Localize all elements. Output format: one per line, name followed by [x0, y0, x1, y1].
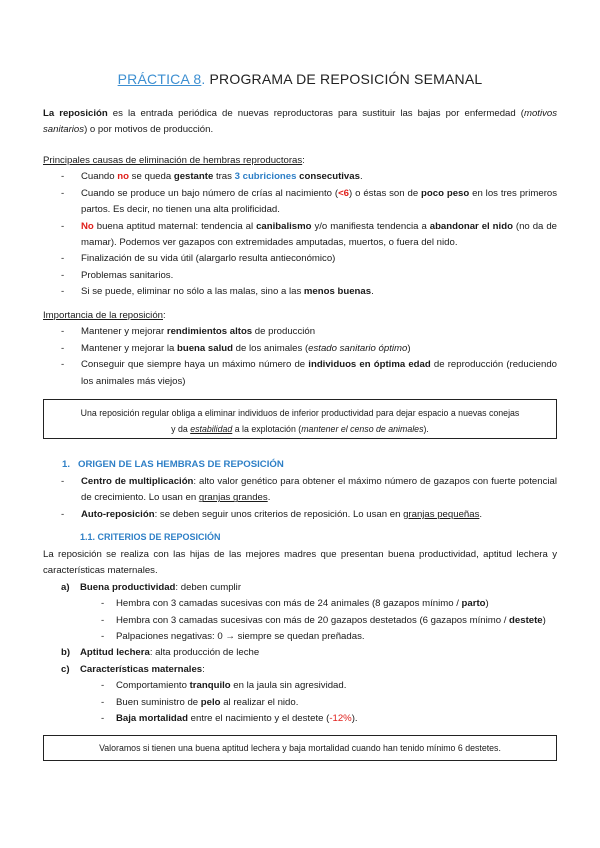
text: y da: [171, 424, 191, 434]
list-item: [43, 186, 557, 219]
italic-text: mantener el censo de animales: [301, 424, 424, 434]
list-item: [80, 678, 557, 694]
text: Mantener y mejorar: [81, 326, 167, 338]
text: Hembra con 3 camadas sucesivas con más de 20 gazapos destetados (6 gazapos mínimo /: [116, 614, 510, 626]
bold-text: Buena productividad: [80, 581, 176, 593]
list-item: [43, 357, 557, 390]
text: en los tres primeros partos. Es decir, no tienen una alta prolificidad.: [81, 187, 558, 216]
criteria-intro: La reposición se realiza con las hijas de las mejores madres que presentan buena productividad, aptitud lechera y características maternales.: [43, 549, 557, 577]
text: Cuando: [81, 171, 118, 183]
text: ).: [423, 424, 429, 434]
bold-text: pelo: [200, 696, 221, 708]
list-item: [43, 219, 557, 252]
italic-text: estado sanitario óptimo: [308, 342, 408, 354]
intro-text: es la entrada periódica de nuevas reproductoras para sustituir las bajas por enfermedad (: [107, 108, 524, 119]
intro-paragraph: [43, 106, 557, 139]
text: (no da de mamar). Podemos ver gazapos con extremidades amputadas, muertos, o fuera del nido.: [81, 220, 557, 249]
intro-term: La reposición: [43, 108, 108, 119]
bold-text: canibalismo: [256, 220, 312, 232]
list-item: [43, 341, 557, 357]
note-box-stability: [43, 399, 557, 439]
list-marker: c): [61, 663, 70, 675]
list-item: [43, 169, 557, 185]
practice-number: PRÁCTICA 8: [117, 71, 202, 87]
text: ).: [351, 713, 358, 725]
text: a la explotación (: [232, 424, 302, 434]
text: ): [485, 598, 489, 610]
bold-text: Baja mortalidad: [116, 713, 188, 725]
note-line: Valoramos si tienen una buena aptitud lechera y baja mortalidad cuando han tenido mínimo 6 destetes.: [99, 743, 501, 753]
list-item: [43, 268, 557, 284]
underlined-text: granjas pequeñas: [403, 508, 480, 520]
note-line: [50, 421, 550, 437]
blue-text: 3 cubriciones: [234, 171, 297, 183]
bold-text: Centro de multiplicación: [81, 476, 194, 487]
list-item: [43, 507, 557, 523]
text: .: [371, 286, 374, 298]
title-dot: .: [201, 71, 206, 87]
text: ): [542, 614, 546, 626]
criterion-b: [43, 645, 557, 661]
list-item: [43, 284, 557, 300]
bold-text: Auto-reposición: [81, 508, 155, 520]
section-number: 1.: [62, 459, 71, 470]
text: Finalización de su vida útil (alargarlo resulta antieconómico): [81, 253, 336, 265]
criterion-a: [43, 580, 557, 646]
text: : se deben seguir unos criterios de reposición. Lo usan en: [154, 508, 404, 520]
text: ) o éstas son de: [349, 187, 422, 199]
text: en la jaula sin agresividad.: [230, 680, 347, 692]
importance-heading-text: Importancia de la reposición: [43, 310, 163, 321]
red-text: <6: [338, 187, 350, 199]
italic-text: estabilidad: [190, 424, 233, 434]
text: tras: [213, 171, 235, 183]
causes-heading-text: Principales causas de eliminación de hembras reproductoras: [43, 155, 303, 166]
section-heading: [62, 459, 284, 470]
note-line: Una reposición regular obliga a eliminar individuos de inferior productividad para dejar espacio a nuevas conejas: [80, 408, 520, 418]
text: Si se puede, eliminar no sólo a las malas, sino a las: [81, 286, 304, 298]
text: : alto valor genético para obtener el máximo número de gazapos con fuerte potencial de crecimiento. Lo usan en: [81, 476, 557, 504]
list-item: [80, 695, 557, 711]
subsection-heading: 1.1. CRITERIOS DE REPOSICIÓN: [80, 532, 221, 542]
text: .: [479, 508, 483, 520]
text: Problemas sanitarios.: [81, 269, 174, 281]
list-item: [80, 596, 557, 612]
causes-heading: [43, 153, 557, 169]
causes-section: [43, 153, 557, 301]
text: Comportamiento: [116, 680, 190, 692]
list-item: [43, 324, 557, 340]
bold-text: consecutivas: [299, 171, 360, 183]
bold-text: Características maternales: [80, 663, 203, 675]
red-text: -12%: [329, 713, 352, 725]
text: buena aptitud maternal: tendencia al: [93, 220, 257, 232]
bold-text: rendimientos altos: [166, 326, 253, 338]
list-item: [80, 711, 557, 727]
origin-list: [43, 474, 557, 523]
text: Conseguir que siempre haya un máximo número de: [81, 359, 309, 371]
criteria-section: [43, 547, 557, 727]
text: .: [267, 492, 271, 504]
section-title: ORIGEN DE LAS HEMBRAS DE REPOSICIÓN: [78, 459, 284, 470]
text: de los animales (: [232, 342, 309, 354]
bold-text: abandonar el nido: [429, 220, 513, 232]
list-item: [43, 474, 557, 507]
text: Hembra con 3 camadas sucesivas con más de 24 animales (8 gazapos mínimo /: [116, 598, 462, 610]
list-item: [80, 613, 557, 629]
text: se queda: [129, 171, 174, 183]
importance-heading-colon: :: [163, 310, 166, 321]
text: : deben cumplir: [175, 581, 242, 593]
text: Palpaciones negativas: 0 → siempre se quedan preñadas.: [116, 631, 365, 643]
list-marker: b): [61, 647, 71, 659]
text: .: [359, 171, 363, 183]
text: entre el nacimiento y el destete (: [187, 713, 330, 725]
list-item: [80, 629, 557, 645]
criterion-c: [43, 662, 557, 728]
list-item: [43, 251, 557, 267]
bold-text: destete: [509, 614, 543, 626]
page-title: [0, 71, 600, 87]
note-box-milk: [43, 735, 557, 761]
text: Buen suministro de: [116, 696, 201, 708]
causes-heading-colon: :: [302, 155, 305, 166]
intro-italic: motivos sanitarios: [43, 108, 558, 136]
text: :: [202, 663, 205, 675]
intro-text-end: ) o por motivos de producción.: [84, 124, 214, 136]
bold-text: buena salud: [176, 342, 233, 354]
importance-heading: [43, 308, 557, 324]
bold-text: Aptitud lechera: [80, 647, 150, 659]
red-text: No: [81, 220, 94, 232]
text: de reproducción (reduciendo los animales más viejos): [81, 359, 557, 387]
bold-text: poco peso: [421, 187, 470, 199]
bold-text: tranquilo: [189, 680, 231, 692]
text: y/o manifiesta tendencia a: [311, 220, 430, 232]
red-text: no: [117, 171, 130, 183]
importance-section: [43, 308, 557, 390]
underlined-text: granjas grandes: [198, 492, 268, 504]
text: : alta producción de leche: [149, 647, 260, 659]
title-text: PROGRAMA DE REPOSICIÓN SEMANAL: [205, 71, 483, 87]
text: Cuando se produce un bajo número de crías al nacimiento (: [81, 187, 339, 199]
text: Mantener y mejorar la: [81, 342, 177, 354]
text: de producción: [252, 326, 316, 338]
list-marker: a): [61, 581, 70, 593]
text: ): [407, 342, 411, 354]
bold-text: gestante: [173, 171, 214, 183]
text: al realizar el nido.: [220, 696, 299, 708]
bold-text: menos buenas: [303, 286, 372, 298]
bold-text: parto: [461, 598, 486, 610]
bold-text: individuos en óptima edad: [308, 359, 431, 371]
